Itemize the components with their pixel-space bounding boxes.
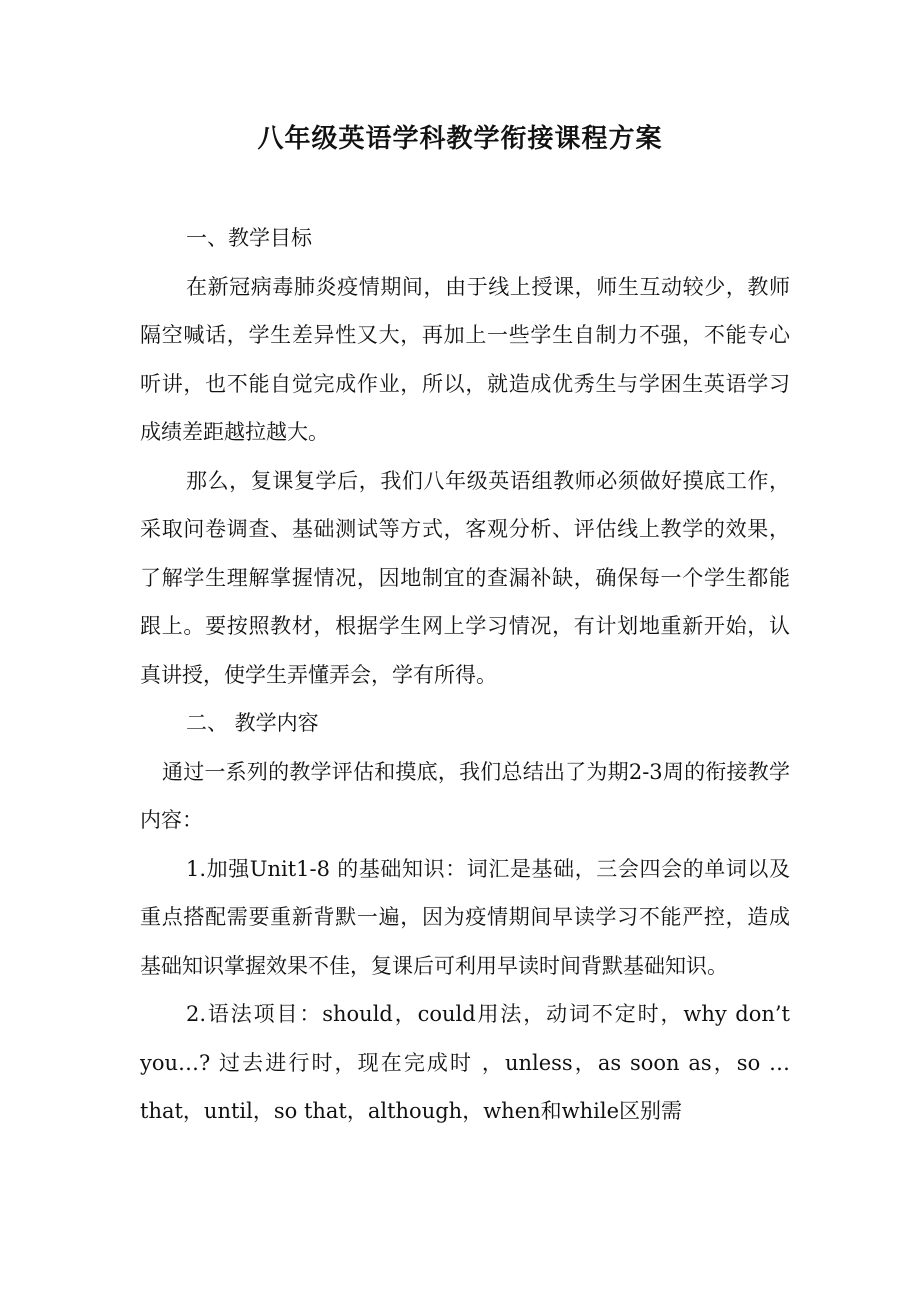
document-body — [140, 214, 790, 1136]
objective-paragraph: 那么，复课复学后，我们八年级英语组教师必须做好摸底工作，采取问卷调查、基础测试等方式，客观分析、评估线上教学的效果，了解学生理解掌握情况，因地制宜的查漏补缺，确保每一个学生都能跟上。要按照教材，根据学生网上学习情况，有计划地重新开始，认真讲授，使学生弄懂弄会，学有所得。 — [140, 468, 790, 687]
content-list-item: 2.语法项目：should，could用法，动词不定时，why don’t you…? 过去进行时，现在完成时 ，unless，as soon as，so …that，until，so that，although，when和while区别需 — [140, 1002, 790, 1123]
document-title: 八年级英语学科教学衔接课程方案 — [257, 124, 663, 154]
section-heading-content: 二、 教学内容 — [186, 711, 319, 735]
section-heading-objectives: 一、教学目标 — [186, 226, 312, 250]
content-intro-paragraph: 通过一系列的教学评估和摸底，我们总结出了为期2-3周的衔接教学内容： — [140, 759, 790, 832]
content-list-item: 1.加强Unit1-8 的基础知识：词汇是基础，三会四会的单词以及重点搭配需要重新背默一遍，因为疫情期间早读学习不能严控，造成基础知识掌握效果不佳，复课后可利用早读时间背默基础知识。 — [140, 856, 790, 978]
objective-paragraph: 在新冠病毒肺炎疫情期间，由于线上授课，师生互动较少，教师隔空喊话，学生差异性又大，再加上一些学生自制力不强，不能专心听讲，也不能自觉完成作业，所以，就造成优秀生与学困生英语学习成绩差距越拉越大。 — [140, 274, 790, 444]
